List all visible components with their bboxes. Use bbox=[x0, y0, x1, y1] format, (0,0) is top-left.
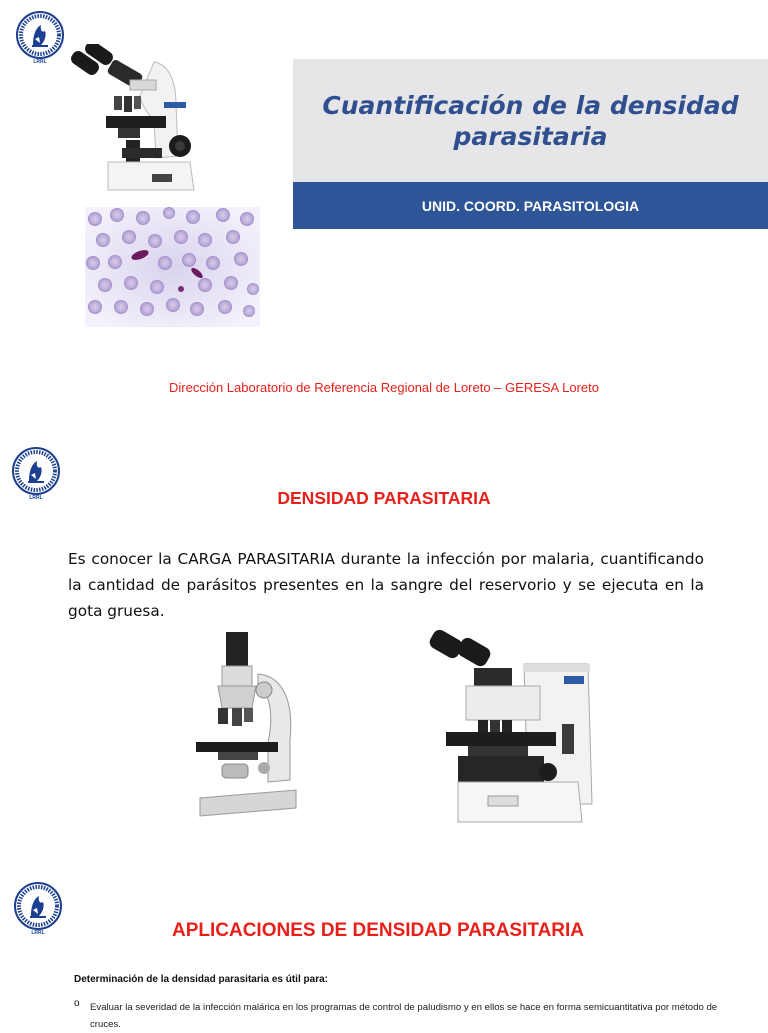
blood-smear-image bbox=[85, 207, 260, 327]
intro-text: Determinación de la densidad parasitaria es útil para: bbox=[74, 974, 328, 985]
microscope-image bbox=[178, 630, 318, 825]
microscope-image bbox=[68, 44, 198, 192]
unit-label: UNID. COORD. PARASITOLOGIA bbox=[421, 197, 640, 214]
title-box bbox=[293, 59, 768, 182]
direction-text: Dirección Laboratorio de Referencia Regional de Loreto – GERESA Loreto bbox=[169, 380, 599, 395]
lab-logo bbox=[15, 9, 65, 65]
bullet-text: Evaluar la severidad de la infección malárica en los programas de control de paludismo y en ellos se hace en forma semicuantitativa por método de cruces. bbox=[90, 1002, 718, 1030]
unit-bar bbox=[293, 182, 768, 229]
section-heading: DENSIDAD PARASITARIA bbox=[277, 488, 491, 508]
section-heading: APLICACIONES DE DENSIDAD PARASITARIA bbox=[171, 920, 585, 941]
bullet-marker: o bbox=[74, 998, 80, 1009]
slide-title: Cuantificación de la densidad parasitaria bbox=[322, 90, 739, 151]
microscope-image bbox=[428, 628, 598, 824]
definition-paragraph: Es conocer la CARGA PARASITARIA durante la infección por malaria, cuantificando la cantidad de parásitos presentes en la sangre del reservorio y se ejecuta en la gota gruesa. bbox=[68, 550, 704, 620]
